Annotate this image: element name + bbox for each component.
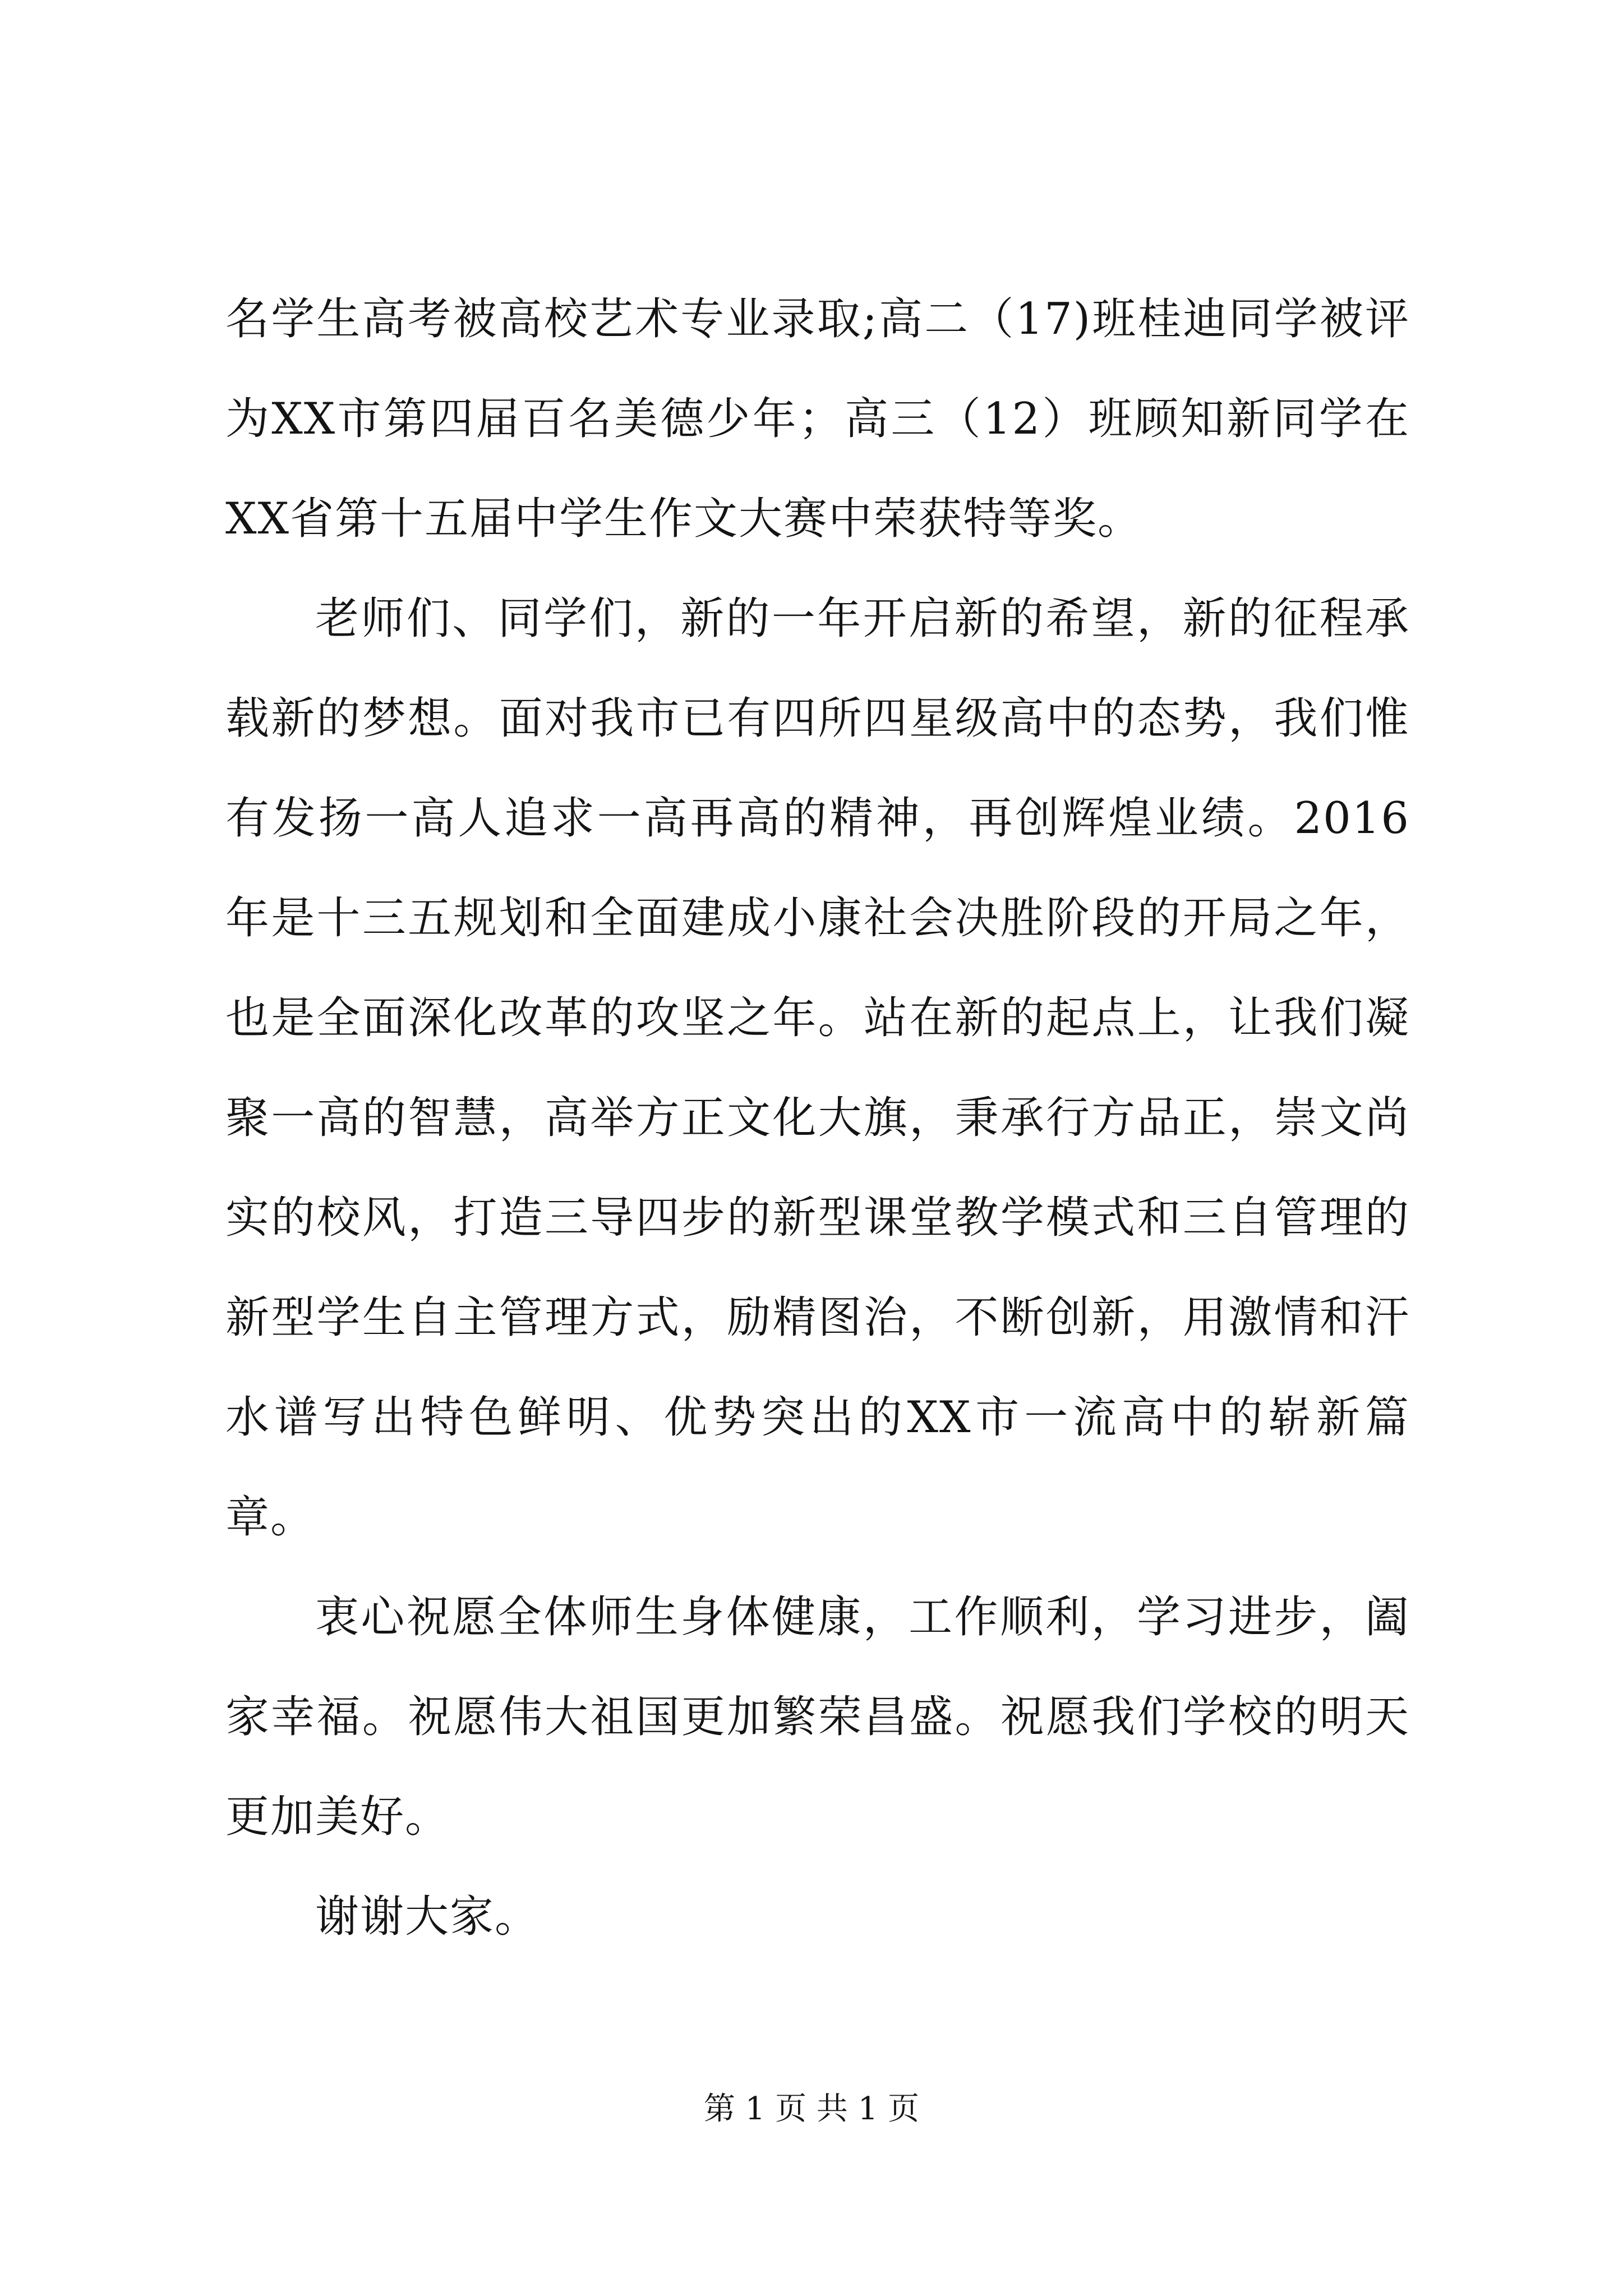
paragraph-wishes: 衷心祝愿全体师生身体健康，工作顺利，学习进步，阖家幸福。祝愿伟大祖国更加繁荣昌盛。祝愿我们学校的明天更加美好。 bbox=[225, 1592, 1410, 1842]
paragraph-thanks: 谢谢大家。 bbox=[315, 1892, 540, 1942]
document-body bbox=[225, 269, 1410, 1967]
paragraph-new-year-vision: 老师们、同学们，新的一年开启新的希望，新的征程承载新的梦想。面对我市已有四所四星级高中的态势，我们惟有发扬一高人追求一高再高的精神，再创辉煌业绩。2016年是十三五规划和全面建成小康社会决胜阶段的开局之年，也是全面深化改革的攻坚之年。站在新的起点上，让我们凝聚一高的智慧，高举方正文化大旗，秉承行方品正，崇文尚实的校风，打造三导四步的新型课堂教学模式和三自管理的新型学生自主管理方式，励精图治，不断创新，用激情和汗水谱写出特色鲜明、优势突出的XX市一流高中的崭新篇章。 bbox=[225, 593, 1410, 1543]
page-footer: 第 1 页 共 1 页 bbox=[703, 2091, 920, 2127]
paragraph-awards: 名学生高考被高校艺术专业录取;高二（17)班桂迪同学被评为XX市第四届百名美德少年；高三（12）班顾知新同学在XX省第十五届中学生作文大赛中荣获特等奖。 bbox=[225, 294, 1410, 544]
